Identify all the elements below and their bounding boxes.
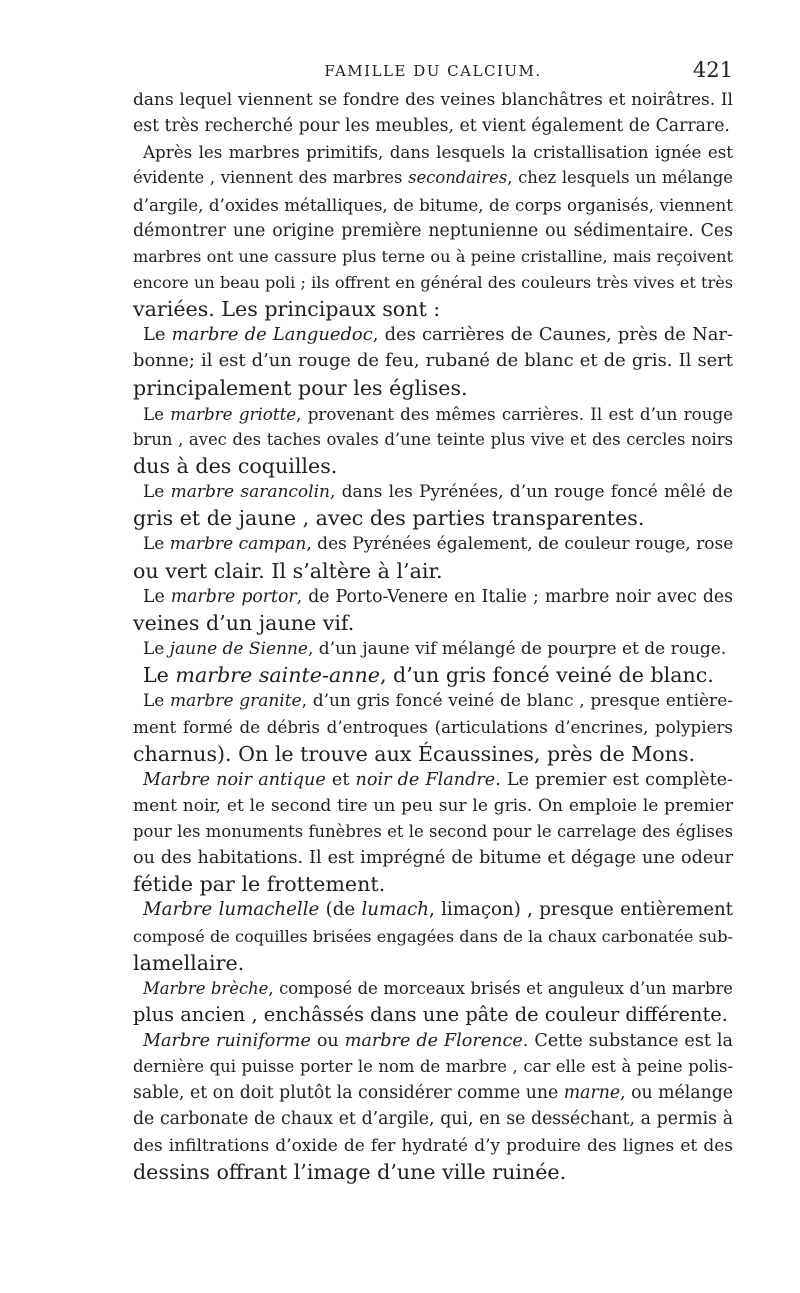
text-segment: ou bbox=[310, 1031, 345, 1052]
text-line bbox=[133, 688, 733, 714]
text-line: démontrer une origine première neptunienne ou sédimentaire. Ces bbox=[133, 220, 733, 241]
text-segment: Le bbox=[143, 403, 171, 424]
text-segment: , des Pyrénées également, de couleur rouge, rose bbox=[306, 534, 734, 555]
text-line bbox=[133, 636, 733, 662]
text-segment: Le bbox=[143, 324, 172, 346]
italic-term: Marbre lumachelle bbox=[143, 899, 320, 921]
text-line: de carbonate de chaux et d’argile, qui, en se desséchant, a permis à bbox=[133, 1109, 733, 1130]
italic-term: marbre sarancolin bbox=[170, 482, 330, 503]
italic-term: marne bbox=[563, 1083, 621, 1104]
italic-term: marbre sainte-anne bbox=[175, 663, 380, 688]
text-line: d’argile, d’oxides métalliques, de bitume, de corps organisés, viennent bbox=[133, 194, 733, 215]
italic-term: Marbre ruiniforme bbox=[143, 1031, 311, 1052]
text-line: fétide par le frottement. bbox=[133, 872, 386, 897]
text-segment: (de bbox=[319, 899, 362, 921]
text-line bbox=[133, 322, 733, 348]
text-line bbox=[133, 531, 733, 557]
text-line: ou vert clair. Il s’altère à l’air. bbox=[133, 558, 443, 583]
italic-term: secondaires bbox=[408, 168, 508, 188]
text-line: ou des habitations. Il est imprégné de bitume et dégage une odeur bbox=[133, 848, 733, 869]
text-line: veines d’un jaune vif. bbox=[133, 610, 355, 635]
text-line bbox=[133, 897, 733, 923]
text-line: des infiltrations d’oxide de fer hydraté d’y produire des lignes et des bbox=[133, 1135, 733, 1156]
text-line: encore un beau poli ; ils offrent en général des couleurs très vives et très bbox=[133, 272, 733, 292]
text-line bbox=[133, 165, 733, 191]
text-line bbox=[133, 976, 733, 1002]
text-line: gris et de jaune , avec des parties transparentes. bbox=[133, 506, 645, 531]
text-line: brun , avec des taches ovales d’une teinte plus vive et des cercles noirs bbox=[133, 429, 733, 449]
text-segment: Le bbox=[143, 663, 176, 688]
text-line: marbres ont une cassure plus terne ou à peine cristalline, mais reçoivent bbox=[133, 246, 733, 266]
text-line: dernière qui puisse porter le nom de marbre , car elle est à peine polis- bbox=[133, 1057, 733, 1077]
italic-term: lumach bbox=[361, 899, 429, 921]
text-line bbox=[133, 767, 733, 793]
text-line: principalement pour les églises. bbox=[133, 375, 468, 400]
italic-term: Marbre brèche bbox=[143, 978, 269, 998]
text-segment: sable, et on doit plutôt la considérer comme une bbox=[133, 1083, 564, 1104]
text-segment: , des carrières de Caunes, près de Nar- bbox=[372, 324, 733, 346]
text-line: charnus). On le trouve aux Écaussines, près de Mons. bbox=[133, 741, 696, 766]
text-line: composé de coquilles brisées engagées dans de la chaux carbonatée sub- bbox=[133, 926, 733, 946]
text-segment: Le bbox=[143, 691, 171, 712]
italic-term: noir de Flandre bbox=[355, 769, 496, 790]
text-line: bonne; il est d’un rouge de feu, rubané de blanc et de gris. Il sert bbox=[133, 350, 733, 372]
text-segment: , d’un gris foncé veiné de blanc. bbox=[379, 663, 714, 688]
text-line: est très recherché pour les meubles, et vient également de Carrare. bbox=[133, 116, 730, 137]
text-segment: et bbox=[325, 769, 356, 790]
italic-term: marbre granite bbox=[170, 691, 302, 712]
text-segment: Le bbox=[143, 586, 171, 607]
text-segment: , d’un gris foncé veiné de blanc , presque entière- bbox=[301, 691, 733, 712]
text-segment: , chez lesquels un mélange bbox=[507, 168, 733, 188]
text-segment: Le bbox=[143, 638, 170, 659]
text-line: pour les monuments funèbres et le second pour le carrelage des églises bbox=[133, 821, 733, 841]
page-header bbox=[133, 58, 733, 88]
text-segment: . Cette substance est la bbox=[522, 1031, 734, 1052]
text-line: ment formé de débris d’entroques (articulations d’encrines, polypiers bbox=[133, 717, 733, 738]
body-text bbox=[133, 87, 733, 1185]
text-line: plus ancien , enchâssés dans une pâte de couleur différente. bbox=[133, 1002, 728, 1026]
text-line bbox=[133, 584, 733, 610]
text-line bbox=[133, 662, 733, 688]
text-segment: , ou mélange bbox=[620, 1083, 733, 1104]
text-line: ment noir, et le second tire un peu sur le gris. On emploie le premier bbox=[133, 795, 733, 816]
text-line: Après les marbres primitifs, dans lesquels la cristallisation ignée est bbox=[143, 142, 733, 163]
text-segment: , limaçon) , presque entièrement bbox=[429, 899, 733, 921]
text-line: variées. Les principaux sont : bbox=[133, 297, 441, 322]
text-line: dessins offrant l’image d’une ville ruinée. bbox=[133, 1159, 567, 1184]
italic-term: marbre portor bbox=[170, 586, 297, 607]
italic-term: Marbre noir antique bbox=[143, 769, 326, 790]
italic-term: marbre griotte bbox=[170, 403, 297, 424]
text-segment: évidente , viennent des marbres bbox=[133, 168, 409, 188]
text-segment: , provenant des mêmes carrières. Il est d’un rouge bbox=[296, 403, 734, 424]
text-line bbox=[133, 479, 733, 505]
italic-term: jaune de Sienne bbox=[169, 638, 308, 659]
text-segment: , d’un jaune vif mélangé de pourpre et de rouge. bbox=[307, 638, 727, 659]
italic-term: marbre campan bbox=[169, 534, 307, 555]
text-line bbox=[133, 401, 733, 427]
text-line: dus à des coquilles. bbox=[133, 453, 338, 478]
text-line bbox=[133, 1080, 733, 1106]
text-segment: , composé de morceaux brisés et anguleux d’un marbre bbox=[268, 978, 733, 998]
text-segment: . Le premier est complète- bbox=[495, 769, 734, 790]
text-segment: Le bbox=[143, 534, 170, 555]
italic-term: marbre de Languedoc bbox=[171, 324, 373, 346]
text-line bbox=[133, 1028, 733, 1054]
text-segment: , dans les Pyrénées, d’un rouge foncé mêlé de bbox=[330, 482, 733, 503]
text-segment: , de Porto-Venere en Italie ; marbre noir avec des bbox=[296, 586, 733, 607]
italic-term: marbre de Florence bbox=[344, 1031, 523, 1052]
page-number: 421 bbox=[692, 58, 733, 82]
text-line: lamellaire. bbox=[133, 950, 245, 975]
text-line: dans lequel viennent se fondre des veines blanchâtres et noirâtres. Il bbox=[133, 90, 733, 110]
text-segment: Le bbox=[143, 482, 171, 503]
running-title: FAMILLE DU CALCIUM. bbox=[324, 62, 542, 80]
